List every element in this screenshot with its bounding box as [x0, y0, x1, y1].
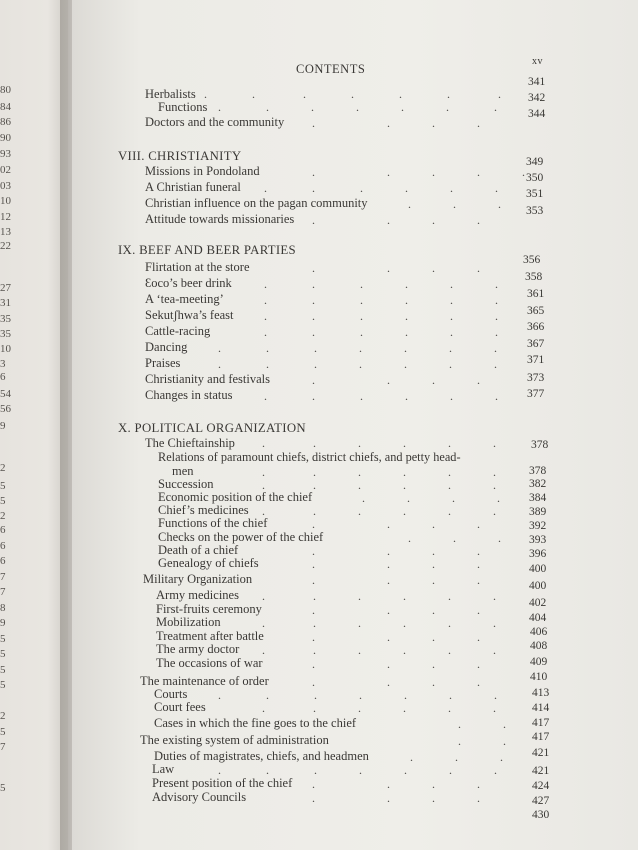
toc-page-number: 384: [529, 492, 547, 504]
toc-page-number: 356: [523, 254, 541, 266]
left-margin-number: 5: [0, 480, 6, 492]
left-margin-number: 27: [0, 282, 11, 294]
leader-dots: . . . . . .: [262, 465, 496, 479]
leader-dots: . . . . . . .: [204, 87, 501, 101]
leader-dots: . . . . . .: [262, 478, 496, 492]
toc-page-number: 353: [526, 205, 544, 217]
toc-page-number: 351: [526, 188, 544, 200]
toc-page-number: 400: [529, 563, 547, 575]
left-margin-number: 35: [0, 313, 11, 325]
left-margin-number: 10: [0, 195, 11, 207]
toc-entry: Functions of the chief: [158, 516, 268, 530]
leader-dots: . . . . . . .: [218, 341, 497, 355]
leader-dots: . . . . . .: [262, 643, 496, 657]
toc-entry: First-fruits ceremony: [156, 602, 262, 616]
toc-page-number: 344: [528, 108, 546, 120]
left-margin-number: 2: [0, 710, 6, 722]
toc-page-number: 342: [528, 92, 546, 104]
toc-page-number: 349: [526, 156, 544, 168]
toc-entry: Checks on the power of the chief: [158, 530, 324, 544]
left-margin-number: 2: [0, 462, 6, 474]
leader-dots: . . . .: [312, 603, 480, 617]
leader-dots: . . . .: [362, 491, 500, 505]
leader-dots: . . . .: [312, 116, 480, 130]
toc-entry: Courts: [154, 687, 188, 701]
toc-entry: Praises: [145, 356, 181, 370]
toc-page-number: 389: [529, 506, 547, 518]
toc-entry: The occasions of war: [156, 656, 263, 670]
leader-dots: . . . . . .: [262, 616, 496, 630]
leader-dots: . . . . . .: [264, 181, 498, 195]
toc-entry: Death of a chief: [158, 543, 239, 557]
left-margin-number: 7: [0, 586, 6, 598]
toc-page-number: 430: [532, 809, 550, 821]
toc-page-number: 396: [529, 548, 547, 560]
leader-dots: . . . .: [312, 675, 480, 689]
toc-page-number: 382: [529, 478, 547, 490]
toc-page-number: 341: [528, 76, 546, 88]
left-margin-number: 5: [0, 782, 6, 794]
running-head: CONTENTS: [296, 62, 366, 76]
toc-entry: Mobilization: [156, 615, 221, 629]
toc-page-number: 367: [527, 338, 545, 350]
leader-dots: . . . .: [312, 261, 480, 275]
facing-page-edge: [0, 0, 68, 850]
toc-page-number: 427: [532, 795, 550, 807]
toc-entry: Doctors and the community: [145, 115, 285, 129]
left-margin-number: 6: [0, 524, 6, 536]
toc-page-number: 417: [532, 717, 550, 729]
leader-dots: . . . .: [312, 517, 480, 531]
leader-dots: . . . . . .: [264, 293, 498, 307]
leader-dots: . . . . . . .: [218, 688, 497, 702]
leader-dots: . . . . . . .: [218, 100, 497, 114]
contents-page: [72, 0, 638, 850]
left-margin-number: 84: [0, 101, 11, 113]
page-number: xv: [532, 56, 543, 67]
toc-page-number: 377: [527, 388, 545, 400]
left-margin-number: 5: [0, 495, 6, 507]
toc-page-number: 406: [530, 626, 548, 638]
toc-page-number: 392: [529, 520, 547, 532]
toc-entry: A ‘tea-meeting’: [145, 292, 224, 306]
toc-entry: Changes in status: [145, 388, 233, 402]
toc-entry: Flirtation at the store: [145, 260, 250, 274]
leader-dots: . . .: [408, 531, 501, 545]
left-margin-number: 12: [0, 211, 11, 223]
toc-entry: Succession: [158, 477, 214, 491]
toc-entry: Chief’s medicines: [158, 503, 249, 517]
toc-entry: Cases in which the fine goes to the chief: [154, 716, 357, 730]
chapter-heading: X. POLITICAL ORGANIZATION: [118, 421, 306, 435]
left-margin-number: 90: [0, 132, 11, 144]
leader-dots: . . . . . .: [264, 325, 498, 339]
toc-page-number: 414: [532, 702, 550, 714]
left-margin-number: 03: [0, 180, 11, 192]
leader-dots: . . . .: [312, 630, 480, 644]
left-margin-number: 7: [0, 741, 6, 753]
toc-entry: The maintenance of order: [140, 674, 269, 688]
toc-entry: Sekutʃhwa’s feast: [145, 308, 234, 322]
left-margin-number: 10: [0, 343, 11, 355]
toc-entry: Relations of paramount chiefs, district chiefs, and petty head-: [158, 450, 461, 464]
left-margin-number: 9: [0, 617, 6, 629]
toc-page-number: 371: [527, 354, 545, 366]
left-margin-number: 22: [0, 240, 11, 252]
toc-entry: Law: [152, 762, 175, 776]
left-margin-number: 6: [0, 371, 6, 383]
leader-dots: . . . . . . .: [218, 763, 497, 777]
toc-entry: Present position of the chief: [152, 776, 293, 790]
toc-entry: Ɛoco’s beer drink: [145, 276, 232, 290]
left-margin-number: 56: [0, 403, 11, 415]
left-margin-number: 6: [0, 540, 6, 552]
leader-dots: . . . .: [312, 373, 480, 387]
left-margin-number: 5: [0, 633, 6, 645]
toc-entry: Christianity and festivals: [145, 372, 270, 386]
leader-dots: . . . .: [312, 573, 480, 587]
leader-dots: . .: [458, 717, 506, 731]
toc-page-number: 378: [531, 439, 549, 451]
leader-dots: . . . . . .: [262, 701, 496, 715]
toc-entry: Economic position of the chief: [158, 490, 313, 504]
left-margin-number: 9: [0, 420, 6, 432]
leader-dots: . . .: [408, 197, 501, 211]
toc-page-number: 365: [527, 305, 545, 317]
toc-page-number: 424: [532, 780, 550, 792]
left-margin-number: 6: [0, 555, 6, 567]
toc-entry: The army doctor: [156, 642, 240, 656]
toc-entry: A Christian funeral: [145, 180, 241, 194]
left-margin-number: 13: [0, 226, 11, 238]
toc-page-number: 373: [527, 372, 545, 384]
toc-entry: Military Organization: [143, 572, 253, 586]
left-margin-number: 35: [0, 328, 11, 340]
toc-entry: Advisory Councils: [152, 790, 247, 804]
left-margin-number: 3: [0, 358, 6, 370]
left-margin-number: 5: [0, 648, 6, 660]
leader-dots: . . . . . .: [262, 504, 496, 518]
toc-entry: Functions: [158, 100, 208, 114]
toc-entry: Army medicines: [156, 588, 239, 602]
toc-page-number: 400: [529, 580, 547, 592]
toc-entry: Missions in Pondoland: [145, 164, 260, 178]
left-margin-number: 02: [0, 164, 11, 176]
chapter-heading: VIII. CHRISTIANITY: [118, 149, 242, 163]
toc-entry: men: [172, 464, 194, 478]
leader-dots: . . . . . .: [264, 389, 498, 403]
toc-entry: Duties of magistrates, chiefs, and headmen: [154, 749, 369, 763]
left-margin-number: 93: [0, 148, 11, 160]
leader-dots: . . . . . .: [264, 309, 498, 323]
toc-entry: Cattle-racing: [145, 324, 211, 338]
leader-dots: . . . . . .: [262, 436, 496, 450]
toc-entry: Herbalists: [145, 87, 196, 101]
leader-dots: . . .: [410, 750, 503, 764]
toc-page-number: 366: [527, 321, 545, 333]
chapter-heading: IX. BEEF AND BEER PARTIES: [118, 243, 296, 257]
toc-entry: Dancing: [145, 340, 188, 354]
toc-page-number: 421: [532, 747, 550, 759]
toc-page-number: 350: [526, 172, 544, 184]
toc-page-number: 421: [532, 765, 550, 777]
leader-dots: . . . .: [312, 777, 480, 791]
toc-page-number: 404: [529, 612, 547, 624]
toc-page-number: 361: [527, 288, 545, 300]
left-margin-number: 8: [0, 602, 6, 614]
toc-entry: Genealogy of chiefs: [158, 556, 259, 570]
toc-page-number: 408: [530, 640, 548, 652]
toc-entry: The Chieftainship: [145, 436, 235, 450]
toc-page-number: 358: [525, 271, 543, 283]
toc-page-number: 402: [529, 597, 547, 609]
toc-page-number: 410: [530, 671, 548, 683]
left-margin-number: 54: [0, 388, 11, 400]
leader-dots: . . . . .: [312, 165, 525, 179]
left-margin-number: 80: [0, 84, 11, 96]
left-margin-number: 5: [0, 726, 6, 738]
toc-entry: Treatment after battle: [156, 629, 264, 643]
leader-dots: . . . .: [312, 791, 480, 805]
leader-dots: . . . .: [312, 657, 480, 671]
left-margin-number: 2: [0, 510, 6, 522]
toc-entry: Christian influence on the pagan community: [145, 196, 368, 210]
leader-dots: . . . . . . .: [218, 357, 497, 371]
toc-page-number: 393: [529, 534, 547, 546]
toc-page-number: 413: [532, 687, 550, 699]
leader-dots: . . . .: [312, 557, 480, 571]
toc-entry: The existing system of administration: [140, 733, 329, 747]
toc-page-number: 409: [530, 656, 548, 668]
leader-dots: . . . . . .: [264, 277, 498, 291]
toc-entry: Attitude towards missionaries: [145, 212, 295, 226]
left-margin-number: 5: [0, 664, 6, 676]
left-margin-number: 31: [0, 297, 11, 309]
left-margin-number: 5: [0, 679, 6, 691]
leader-dots: . . . .: [312, 544, 480, 558]
leader-dots: . . . .: [312, 213, 480, 227]
toc-page-number: 417: [532, 731, 550, 743]
toc-page-number: 378: [529, 465, 547, 477]
toc-entry: Court fees: [154, 700, 206, 714]
left-margin-number: 86: [0, 116, 11, 128]
leader-dots: . . . . . .: [262, 589, 496, 603]
left-margin-number: 7: [0, 571, 6, 583]
leader-dots: . .: [458, 734, 506, 748]
